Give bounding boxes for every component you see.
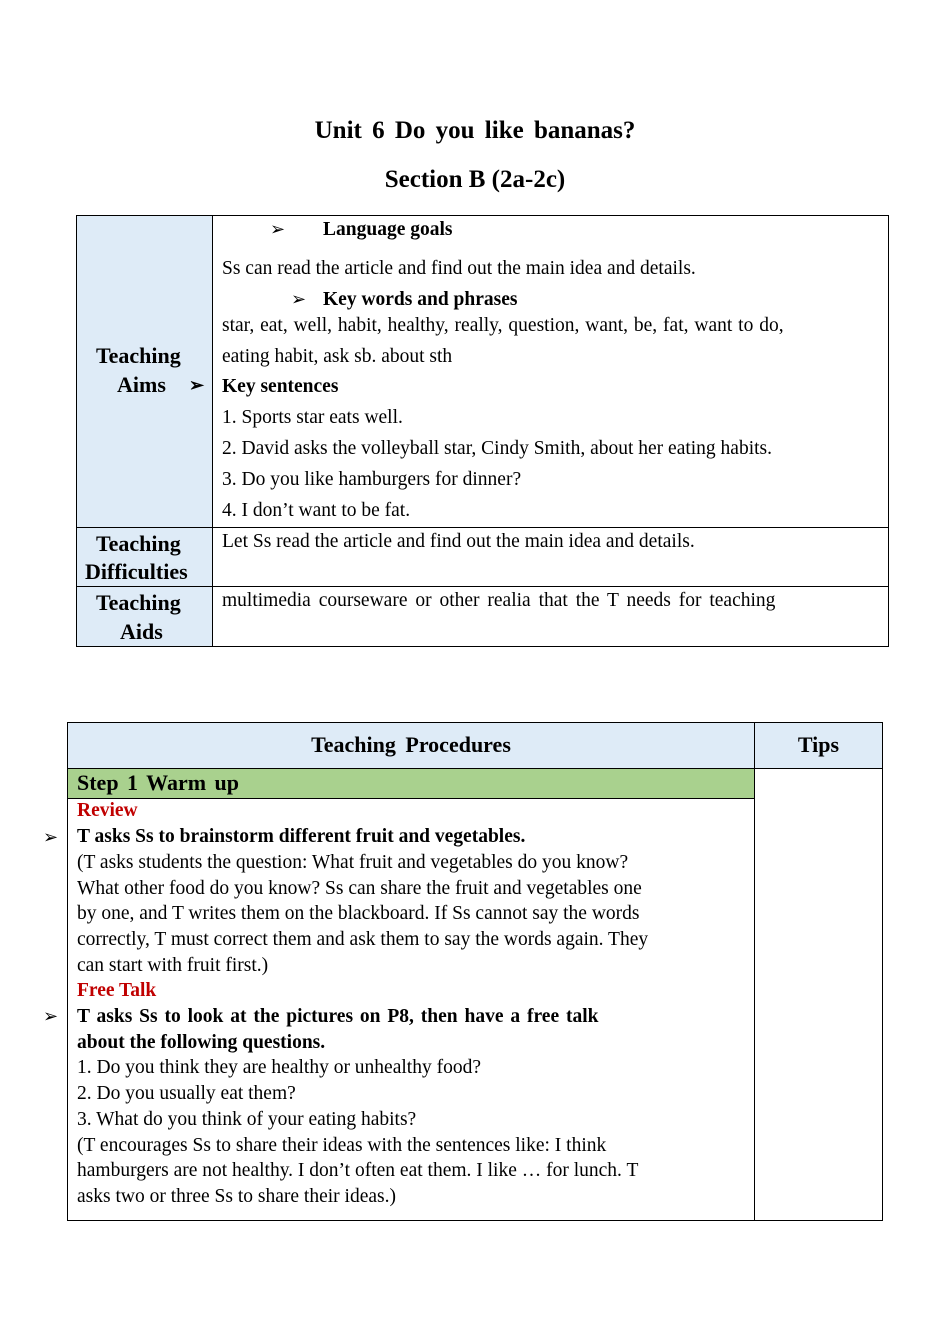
aids-content-cell <box>213 587 888 646</box>
aids-label-cell <box>77 587 213 646</box>
free-talk-label: Free Talk <box>77 980 157 1001</box>
key-words-line1: star, eat, well, habit, healthy, really, question, want, be, fat, want to do, <box>222 315 784 336</box>
tips-header: Tips <box>755 723 882 769</box>
review-detail-line: (T asks students the question: What fruit and vegetables do you know? <box>77 852 629 873</box>
difficulties-label-cell <box>77 528 213 586</box>
difficulties-row <box>77 528 888 587</box>
free-talk-question: 2. Do you usually eat them? <box>77 1083 296 1104</box>
review-detail-line: What other food do you know? Ss can share the fruit and vegetables one <box>77 878 642 899</box>
key-words-heading: Key words and phrases <box>323 289 518 310</box>
free-talk-question: 3. What do you think of your eating habits? <box>77 1109 417 1130</box>
bullet-arrow-icon: ➢ <box>43 827 59 847</box>
aids-label-line1: Teaching <box>96 590 181 615</box>
aims-content-cell <box>213 216 888 527</box>
document-subtitle: Section B (2a-2c) <box>384 166 566 193</box>
tips-cell <box>755 769 882 1220</box>
free-talk-detail-line: hamburgers are not healthy. I don’t often eat them. I like … for lunch. T <box>77 1160 639 1181</box>
key-sentence: 2. David asks the volleyball star, Cindy Smith, about her eating habits. <box>222 438 773 459</box>
review-detail-line: correctly, T must correct them and ask them to say the words again. They <box>77 929 649 950</box>
procedures-body <box>68 799 755 1220</box>
bullet-arrow-icon: ➢ <box>270 219 286 239</box>
difficulties-label-line2: Difficulties <box>85 559 188 584</box>
procedures-header: Teaching Procedures <box>68 723 755 769</box>
free-talk-detail-line: asks two or three Ss to share their ideas.) <box>77 1186 396 1207</box>
difficulties-content-cell <box>213 528 888 586</box>
language-goals-heading: Language goals <box>323 219 453 240</box>
review-detail-line: can start with fruit first.) <box>77 955 269 976</box>
bullet-arrow-icon: ➢ <box>43 1006 59 1026</box>
aims-label-line1: Teaching <box>96 343 181 368</box>
document-title: Unit 6 Do you like bananas? <box>314 117 636 144</box>
aims-label-cell <box>77 216 213 527</box>
key-words-line2: eating habit, ask sb. about sth <box>222 346 453 367</box>
teaching-aims-table <box>76 215 889 647</box>
free-talk-task-line2: about the following questions. <box>77 1032 326 1053</box>
review-task: T asks Ss to brainstorm different fruit and vegetables. <box>77 826 526 847</box>
free-talk-question: 1. Do you think they are healthy or unhealthy food? <box>77 1057 481 1078</box>
review-detail-line: by one, and T writes them on the blackboard. If Ss cannot say the words <box>77 903 640 924</box>
bullet-arrow-icon: ➢ <box>291 289 307 309</box>
free-talk-task-line1: T asks Ss to look at the pictures on P8, then have a free talk <box>77 1006 599 1027</box>
aids-label-line2: Aids <box>120 619 163 644</box>
key-sentences-heading: Key sentences <box>222 376 339 397</box>
teaching-procedures-table <box>67 722 883 1221</box>
aids-row <box>77 587 888 646</box>
key-sentence: 4. I don’t want to be fat. <box>222 500 411 521</box>
difficulties-text: Let Ss read the article and find out the main idea and details. <box>222 531 695 552</box>
aids-text: multimedia courseware or other realia that the T needs for teaching <box>222 590 776 611</box>
difficulties-label-line1: Teaching <box>96 531 181 556</box>
aims-label-line2: Aims <box>117 372 166 397</box>
review-label: Review <box>77 800 138 821</box>
language-goals-text: Ss can read the article and find out the main idea and details. <box>222 258 696 279</box>
key-sentence: 1. Sports star eats well. <box>222 407 403 428</box>
free-talk-detail-line: (T encourages Ss to share their ideas with the sentences like: I think <box>77 1135 607 1156</box>
aims-row <box>77 216 888 528</box>
step-title: Step 1 Warm up <box>68 769 755 799</box>
key-sentence: 3. Do you like hamburgers for dinner? <box>222 469 522 490</box>
bullet-arrow-icon: ➢ <box>189 375 205 395</box>
